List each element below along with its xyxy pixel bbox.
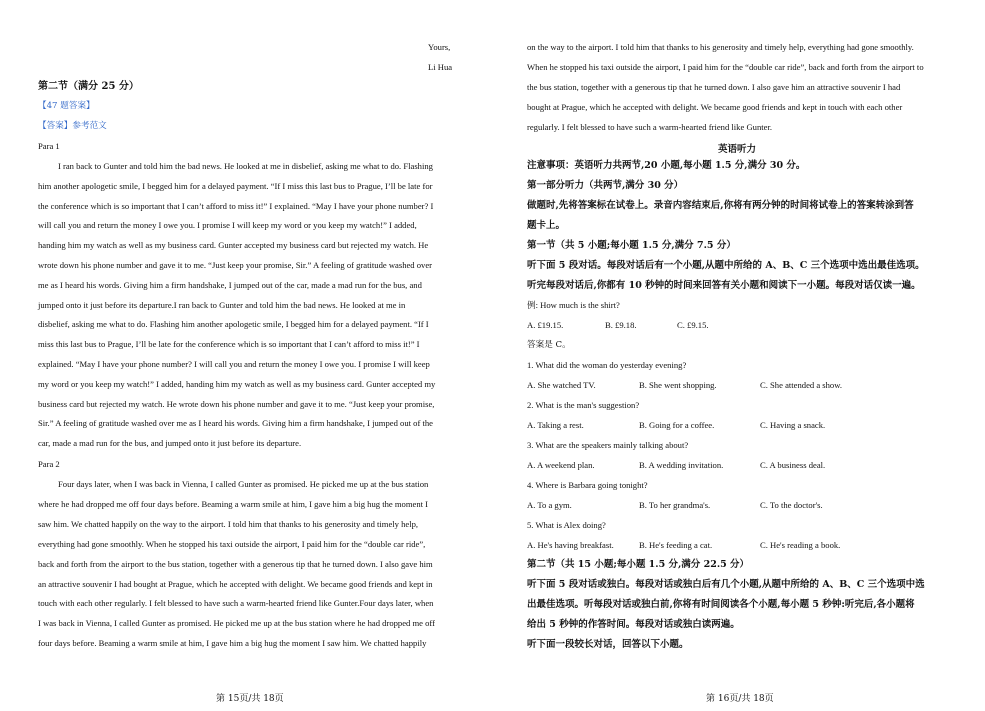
question-option-c: C. He's reading a book.	[760, 540, 841, 550]
example-option-a: A. £19.15.	[527, 320, 564, 330]
section-title: 第二节（满分 25 分）	[38, 81, 139, 92]
example-option-b: B. £9.18.	[605, 320, 637, 330]
part1-instruction-a: 做题时,先将答案标在试卷上。录音内容结束后,你将有两分钟的时间将试卷上的答案转涂到答	[527, 200, 914, 211]
cont-line: on the way to the airport. I told him that thanks to his generosity and timely help, everything had gone smoothly.	[527, 42, 914, 52]
para2-line: where he had dropped me off four days before. Beaming a warm smile at him, I gave him a big hug the moment I	[38, 498, 429, 509]
para1-line: jumped onto it just before its departure.I ran back to Gunter and told him the bad news. He looked at me in	[38, 299, 406, 310]
closing: Yours,	[428, 42, 451, 52]
question-option-c: C. A business deal.	[760, 460, 826, 470]
section2-instruction-a: 听下面 5 段对话或独白。每段对话或独白后有几个小题,从题中所给的 A、B、C 三个选项中选	[527, 579, 925, 590]
section2-instruction-c: 给出 5 秒钟的作答时间。每段对话或独白读两遍。	[527, 619, 740, 630]
question-text: 2. What is the man's suggestion?	[527, 400, 640, 410]
question-option-b: B. He's feeding a cat.	[639, 540, 713, 550]
para1-line: car, made a mad run for the bus, and jumped onto it just before its departure.	[38, 438, 302, 449]
para1-line: will call you and return the money I owe you. I promise I will keep my word or you keep my watch!” I added,	[38, 220, 417, 231]
para2-line: four days before. Beaming a warm smile at him, I gave him a big hug the moment I saw him. We chatted happily	[38, 638, 427, 649]
answer-label	[38, 121, 107, 132]
para2-line: Four days later, when I was back in Vienna, I called Gunter as promised. He picked me up at the bus station	[58, 479, 429, 489]
question-option-a: A. A weekend plan.	[527, 460, 595, 470]
question-option-a: A. She watched TV.	[527, 380, 596, 390]
question-option-a: A. Taking a rest.	[527, 420, 584, 430]
para1-line: disbelief, asking me what to do. Flashing him another apologetic smile, I begged him for a delayed payment. “If I	[38, 319, 429, 330]
para2-line: an attractive souvenir I had bought at Prague, which he accepted with delight. We became good friends and kept in	[38, 578, 433, 589]
para1-line: miss this last bus to Prague, I’ll be late for the conference which is so important that I can’t afford to miss it!” I	[38, 339, 420, 350]
para1-line: I ran back to Gunter and told him the bad news. He looked at me in disbelief, asking me what to do. Flashing	[58, 161, 433, 171]
question-option-c: C. She attended a show.	[760, 380, 843, 390]
question-option-a: A. He's having breakfast.	[527, 540, 614, 550]
cont-line: When he stopped his taxi outside the airport, I paid him for the “double car ride”, back and forth from the airport to	[527, 62, 924, 72]
question-option-b: B. Going for a coffee.	[639, 420, 715, 430]
section1-title: 第一节（共 5 小题;每小题 1.5 分,满分 7.5 分）	[527, 240, 736, 251]
question-text: 1. What did the woman do yesterday evening?	[527, 360, 687, 370]
part1-title: 第一部分听力（共两节,满分 30 分）	[527, 180, 684, 191]
cont-line: bought at Prague, which he accepted with delight. We became good friends and kept in touch with each other	[527, 102, 903, 112]
para1-label: Para 1	[38, 141, 60, 151]
para1-line: him another apologetic smile, I begged him for a delayed payment. “If I miss this last bus to Prague, I’ll be late for	[38, 180, 433, 191]
section1-instruction-b: 听完每段对话后,你都有 10 秒钟的时间来回答有关小题和阅读下一小题。每段对话仅读一遍。	[527, 280, 921, 291]
example-option-c: C. £9.15.	[677, 320, 709, 330]
section2-instruction-d: 听下面一段较长对话，回答以下小题。	[527, 639, 689, 650]
para1-line: the conference which is so important that I can’t afford to miss it!” I explained. “May I have your phone number? I	[38, 200, 434, 211]
para1-line: business card but rejected my watch. He wrote down his phone number and gave it to me. “Just keep your promise,	[38, 398, 435, 409]
question-option-b: B. A wedding invitation.	[639, 460, 724, 470]
para2-line: back and forth from the airport to the bus station, together with a generous tip that he turned down. I also gave him	[38, 558, 433, 569]
example-question: 例: How much is the shirt?	[527, 300, 620, 310]
section2-title: 第二节（共 15 小题;每小题 1.5 分,满分 22.5 分）	[527, 559, 750, 570]
cont-line: regularly. I felt blessed to have such a warm-hearted friend like Gunter.	[527, 122, 772, 132]
para1-line: my word or you keep my watch!” I added, handing him my watch as well as my business card. Gunter accepted my	[38, 378, 436, 389]
para2-line: I was back in Vienna, I called Gunter as promised. He picked me up at the bus station where he had dropped me off	[38, 618, 435, 629]
example-answer: 答案是 C。	[527, 340, 571, 350]
answer-tag: 【47 题答案】	[38, 101, 95, 111]
answer-label-text: 【答案】参考范文	[38, 121, 107, 131]
para2-line: touch with each other regularly. I felt blessed to have such a warm-hearted friend like Gunter.Four days later, when	[38, 598, 434, 609]
question-option-b: B. She went shopping.	[639, 380, 717, 390]
para2-label: Para 2	[38, 459, 60, 469]
part1-instruction-b: 题卡上。	[527, 220, 566, 231]
question-option-b: B. To her grandma's.	[639, 500, 711, 510]
para1-line: Sir.” A feeling of gratitude washed over me as I heard his words. Giving him a firm handshake, I jumped out of the	[38, 418, 433, 429]
left-footer-page-number: 第 15页/共 18页	[216, 694, 284, 704]
section1-instruction-a: 听下面 5 段对话。每段对话后有一个小题,从题中所给的 A、B、C 三个选项中选出最佳选项。	[527, 260, 925, 271]
listening-title: 英语听力	[717, 144, 756, 155]
question-option-a: A. To a gym.	[527, 500, 572, 510]
question-option-c: C. Having a snack.	[760, 420, 826, 430]
para1-line: me as I heard his words. Giving him a firm handshake, I jumped out of the car, made a mad run for the bus, and	[38, 279, 422, 290]
signature: Li Hua	[428, 62, 453, 72]
section2-instruction-b: 出最佳选项。听每段对话或独白前,你将有时间阅读各个小题,每小题 5 秒钟:听完后,各小题将	[527, 599, 915, 610]
question-option-c: C. To the doctor's.	[760, 500, 823, 510]
para1-line: explained. “May I have your phone number? I will call you and return the money I owe you. I promise I will keep	[38, 359, 430, 369]
para2-line: saw him. We chatted happily on the way to the airport. I told him that thanks to his generosity and timely help,	[38, 518, 419, 529]
question-text: 3. What are the speakers mainly talking about?	[527, 440, 689, 450]
para2-line: everything had gone smoothly. When he stopped his taxi outside the airport, I paid him for the “double car ride”,	[38, 538, 426, 549]
question-text: 5. What is Alex doing?	[527, 520, 606, 530]
right-footer-page-number: 第 16页/共 18页	[706, 694, 774, 704]
para1-line: wrote down his phone number and gave it to me. “Just keep your promise, Sir.” A feeling of gratitude washed over	[38, 260, 433, 270]
question-text: 4. Where is Barbara going tonight?	[527, 480, 648, 490]
cont-line: the bus station, together with a generous tip that he turned down. I also gave him an attractive souvenir I had	[527, 82, 901, 92]
para1-line: handing him my watch as well as my business card. Gunter accepted my business card but rejected my watch. He	[38, 240, 429, 251]
notice: 注意事项：英语听力共两节,20 小题,每小题 1.5 分,满分 30 分。	[527, 160, 806, 171]
